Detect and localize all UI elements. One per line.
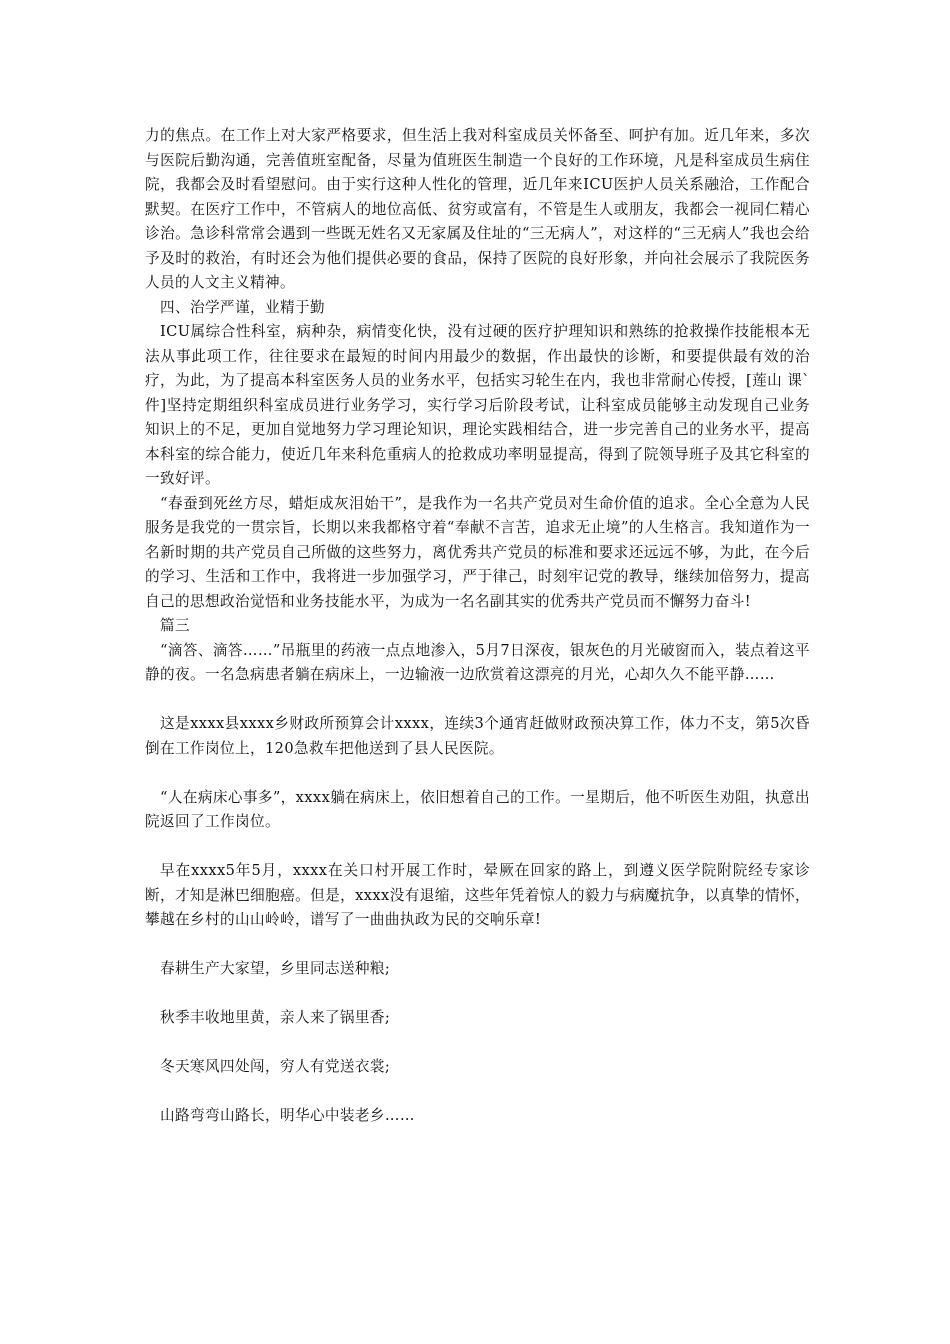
paragraph: “春蚕到死丝方尽，蜡炬成灰泪始干”，是我作为一名共产党员对生命价值的追求。全心全意为人民服务是我党的一贯宗旨，长期以来我都格守着“奉献不言苦，追求无止境”的人生格言。我知道作为一名新时期的共产党员自己所做的这些努力，离优秀共产党员的标准和要求还远远不够，为此，在今后的学习、生活和工作中，我将进一步加强学习，严于律己，时刻牢记党的教导，继续加倍努力，提高自己的思想政治觉悟和业务技能水平，为成为一名名副其实的优秀共产党员而不懈努力奋斗! [145, 494, 810, 610]
verse-line: 冬天寒风四处闯，穷人有党送衣裳; [160, 1058, 391, 1075]
paragraph: 力的焦点。在工作上对大家严格要求，但生活上我对科室成员关怀备至、呵护有加。近几年来，多次与医院后勤沟通，完善值班室配备，尽量为值班医生制造一个良好的工作环境，凡是科室成员生病住院，我都会及时看望慰问。由于实行这种人性化的管理，近几年来ICU医护人员关系融洽，工作配合默契。在医疗工作中，不管病人的地位高低、贫穷或富有，不管是生人或朋友，我都会一视同仁精心诊治。急诊科常常会遇到一些既无姓名又无家属及住址的“三无病人”，对这样的“三无病人”我也会给予及时的救治，有时还会为他们提供必要的食品，保持了医院的良好形象，并向社会展示了我院医务人员的人文主义精神。 [145, 127, 810, 291]
verse-line: 春耕生产大家望，乡里同志送种粮; [160, 960, 391, 977]
paragraph: “人在病床心事多”，xxxx躺在病床上，依旧想着自己的工作。一星期后，他不听医生劝阻，执意出院返回了工作岗位。 [145, 788, 810, 830]
section-title: 篇三 [160, 617, 190, 634]
section-heading: 四、治学严谨，业精于勤 [160, 298, 325, 316]
spacer [145, 1080, 810, 1105]
spacer [145, 933, 810, 958]
paragraph: ICU属综合性科室，病种杂，病情变化快，没有过硬的医疗护理知识和熟练的抢救操作技能根本无法从事此项工作，往往要求在最短的时间内用最少的数据，作出最快的诊断，和要提供最有效的治疗，为此，为了提高本科室医务人员的业务水平，包括实习轮生在内，我也非常耐心传授，[莲山 课`件]坚持定期组织科室成员进行业务学习，实行学习后阶段考试，让科室成员能够主动发现自己业务知识上的不足，更加自觉地努力学习理论知识，理论实践相结合，进一步完善自己的业务水平，提高本科室的综合能力，使近几年来科危重病人的抢救成功率明显提高，得到了院领导班子及其它科室的一致好评。 [145, 323, 810, 487]
spacer [145, 835, 810, 860]
spacer [145, 1031, 810, 1056]
spacer [145, 982, 810, 1007]
verse-line: 山路弯弯山路长，明华心中装老乡…… [160, 1107, 415, 1124]
paragraph: 早在xxxx5年5月，xxxx在关口村开展工作时，晕厥在回家的路上，到遵义医学院附院经专家诊断，才知是淋巴细胞癌。但是，xxxx没有退缩，这些年凭着惊人的毅力与病魔抗争，以真挚的情怀，攀越在乡村的山山岭岭，谱写了一曲曲执政为民的交响乐章! [145, 862, 810, 928]
paragraph: 这是xxxx县xxxx乡财政所预算会计xxxx，连续3个通宵赶做财政预决算工作，体力不支，第5次昏倒在工作岗位上，120急救车把他送到了县人民医院。 [145, 715, 810, 757]
document-page [145, 124, 810, 1129]
spacer [145, 761, 810, 786]
verse-line: 秋季丰收地里黄，亲人来了锅里香; [160, 1009, 391, 1026]
paragraph: “滴答、滴答……”吊瓶里的药液一点点地渗入，5月7日深夜，银灰色的月光破窗而入，装点着这平静的夜。一名急病患者躺在病床上，一边输液一边欣赏着这漂亮的月光，心却久久不能平静…… [145, 641, 810, 683]
spacer [145, 688, 810, 713]
